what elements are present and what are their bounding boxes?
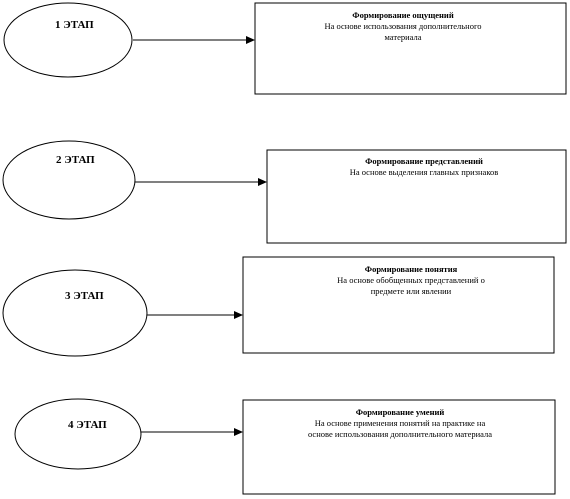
stage-3-ellipse: [3, 270, 147, 356]
stage-2-line-1: На основе выделения главных признаков: [349, 167, 499, 177]
stage-1-text: [283, 10, 523, 43]
stage-2-ellipse: [3, 141, 135, 219]
stage-1-line-1: На основе использования дополнительного: [324, 21, 482, 31]
stage-3-line-2: предмете или явлении: [370, 286, 452, 296]
stage-2-label: 2 ЭТАП: [56, 154, 95, 166]
stage-2-title: Формирование представлений: [365, 156, 483, 166]
stage-3-text: [291, 264, 531, 297]
stage-3-label: 3 ЭТАП: [65, 290, 104, 302]
stage-1-line-2: материала: [384, 32, 422, 42]
stage-1-title: Формирование ощущений: [352, 10, 454, 20]
stage-4-label: 4 ЭТАП: [68, 419, 107, 431]
stage-4-line-2: основе использования дополнительного материала: [307, 429, 493, 439]
stage-4-title: Формирование умений: [355, 407, 445, 417]
stage-4-line-1: На основе применения понятий на практике на: [314, 418, 486, 428]
stage-4-text: [250, 407, 550, 440]
stage-3-line-1: На основе обобщенных представлений о: [337, 275, 485, 285]
stage-3-title: Формирование понятия: [364, 264, 458, 274]
stage-4-ellipse: [15, 399, 141, 469]
stage-1-ellipse: [4, 3, 132, 77]
stage-2-text: [304, 156, 544, 178]
stage-1-label: 1 ЭТАП: [55, 19, 94, 31]
